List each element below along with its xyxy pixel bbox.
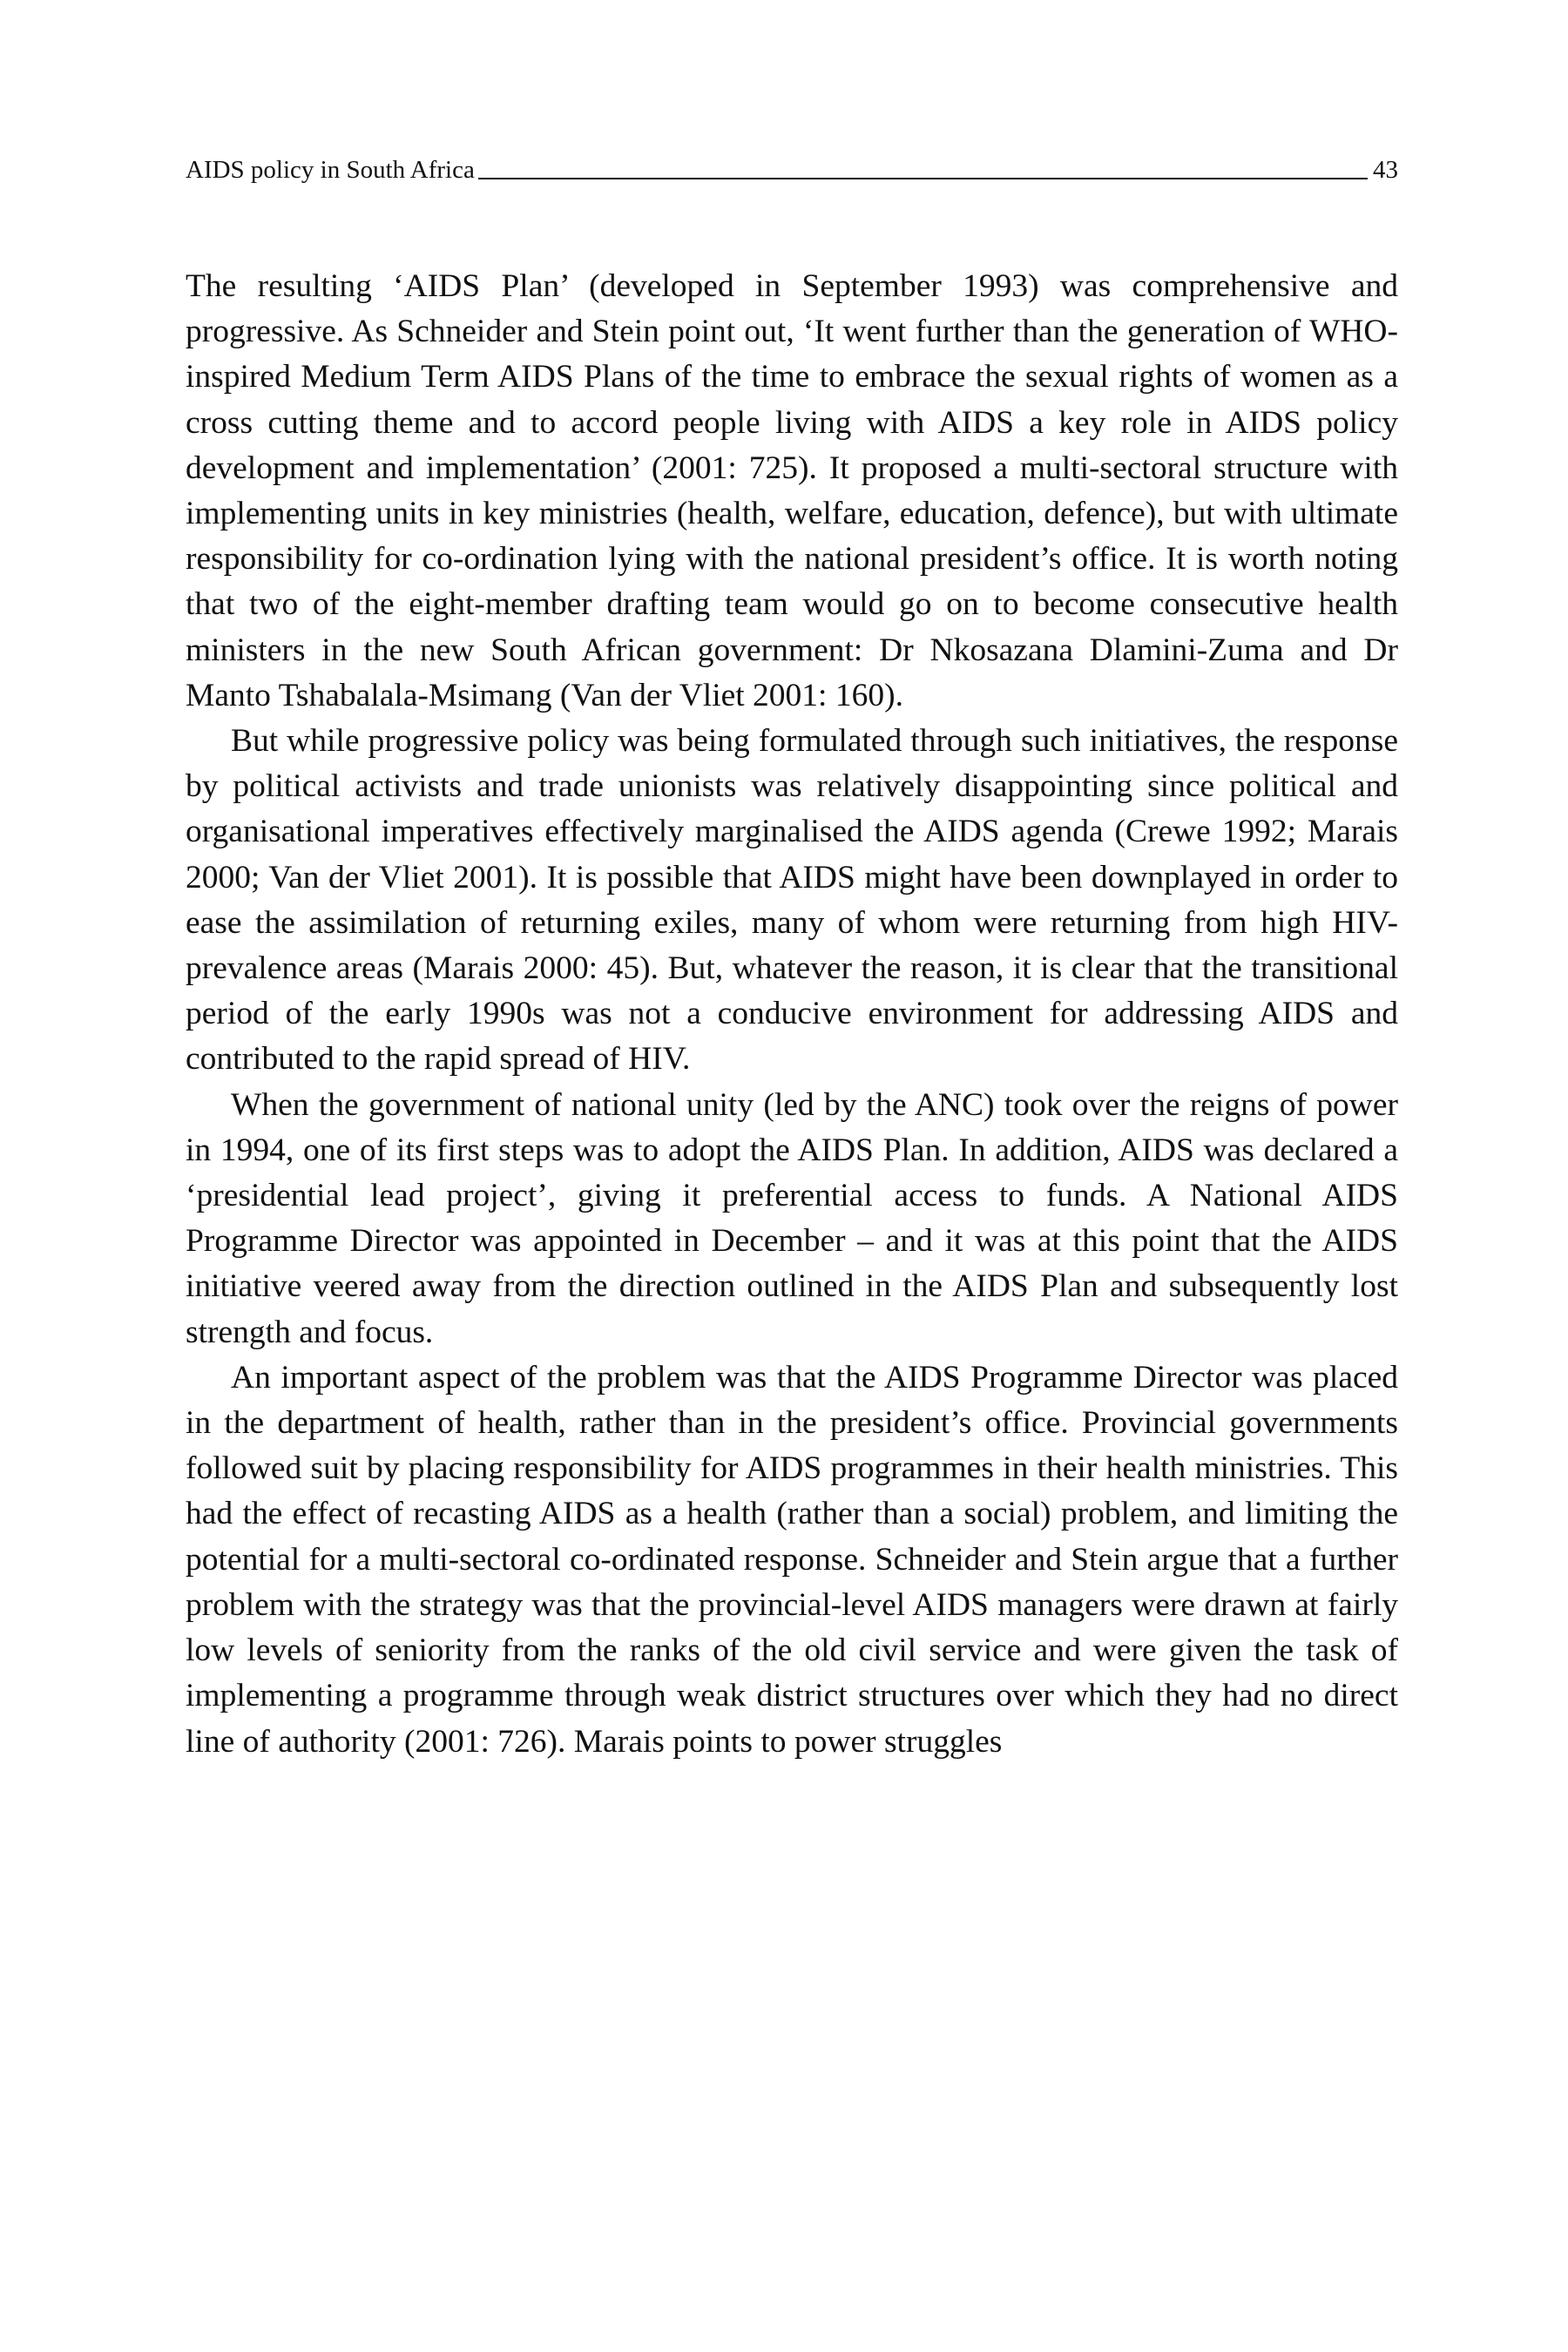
page-number: 43 bbox=[1373, 156, 1398, 184]
paragraph-2: But while progressive policy was being formulated through such initiatives, the response by political activists and trade unionists was relatively disappointing since political and organisational imperatives effectively marginalised the AIDS agenda (Crewe 1992; Marais 2000; Van der Vliet 2001). It is possible that AIDS might have been downplayed in order to ease the assimilation of returning exiles, many of whom were returning from high HIV-prevalence areas (Marais 2000: 45). But, whatever the reason, it is clear that the transitional period of the early 1990s was not a conducive environment for addressing AIDS and contributed to the rapid spread of HIV. bbox=[186, 723, 1398, 1078]
paragraph-3: When the government of national unity (led by the ANC) took over the reigns of power in 1994, one of its first steps was to adopt the AIDS Plan. In addition, AIDS was declared a ‘presidential lead project’, giving it preferential access to funds. A National AIDS Programme Director was appointed in December – and it was at this point that the AIDS initiative veered away from the direction outlined in the AIDS Plan and subsequently lost strength and focus. bbox=[186, 1086, 1398, 1350]
running-head bbox=[186, 150, 1398, 185]
paragraph-4: An important aspect of the problem was that the AIDS Programme Director was placed in the department of health, rather than in the president’s office. Provincial governments followed suit by placing responsibility for AIDS programmes in their health ministries. This had the effect of recasting AIDS as a health (rather than a social) problem, and limiting the potential for a multi-sectoral co-ordinated response. Schneider and Stein argue that a further problem with the strategy was that the provincial-level AIDS managers were drawn at fairly low levels of seniority from the ranks of the old civil service and were given the task of implementing a programme through weak district structures over which they had no direct line of authority (2001: 726). Marais points to power struggles bbox=[186, 1359, 1398, 1760]
paragraph-1: The resulting ‘AIDS Plan’ (developed in September 1993) was comprehensive and progressive. As Schneider and Stein point out, ‘It went further than the generation of WHO-inspired Medium Term AIDS Plans of the time to embrace the sexual rights of women as a cross cutting theme and to accord people living with AIDS a key role in AIDS policy development and implementation’ (2001: 725). It proposed a multi-sectoral structure with implementing units in key ministries (health, welfare, education, defence), but with ultimate responsibility for co-ordination lying with the national president’s office. It is worth noting that two of the eight-member drafting team would go on to become consecutive health ministers in the new South African government: Dr Nkosazana Dlamini-Zuma and Dr Manto Tshabalala-Msimang (Van der Vliet 2001: 160). bbox=[186, 268, 1398, 713]
body-text bbox=[186, 264, 1398, 1765]
running-head-title: AIDS policy in South Africa bbox=[186, 156, 475, 184]
running-head-rule bbox=[478, 178, 1368, 179]
